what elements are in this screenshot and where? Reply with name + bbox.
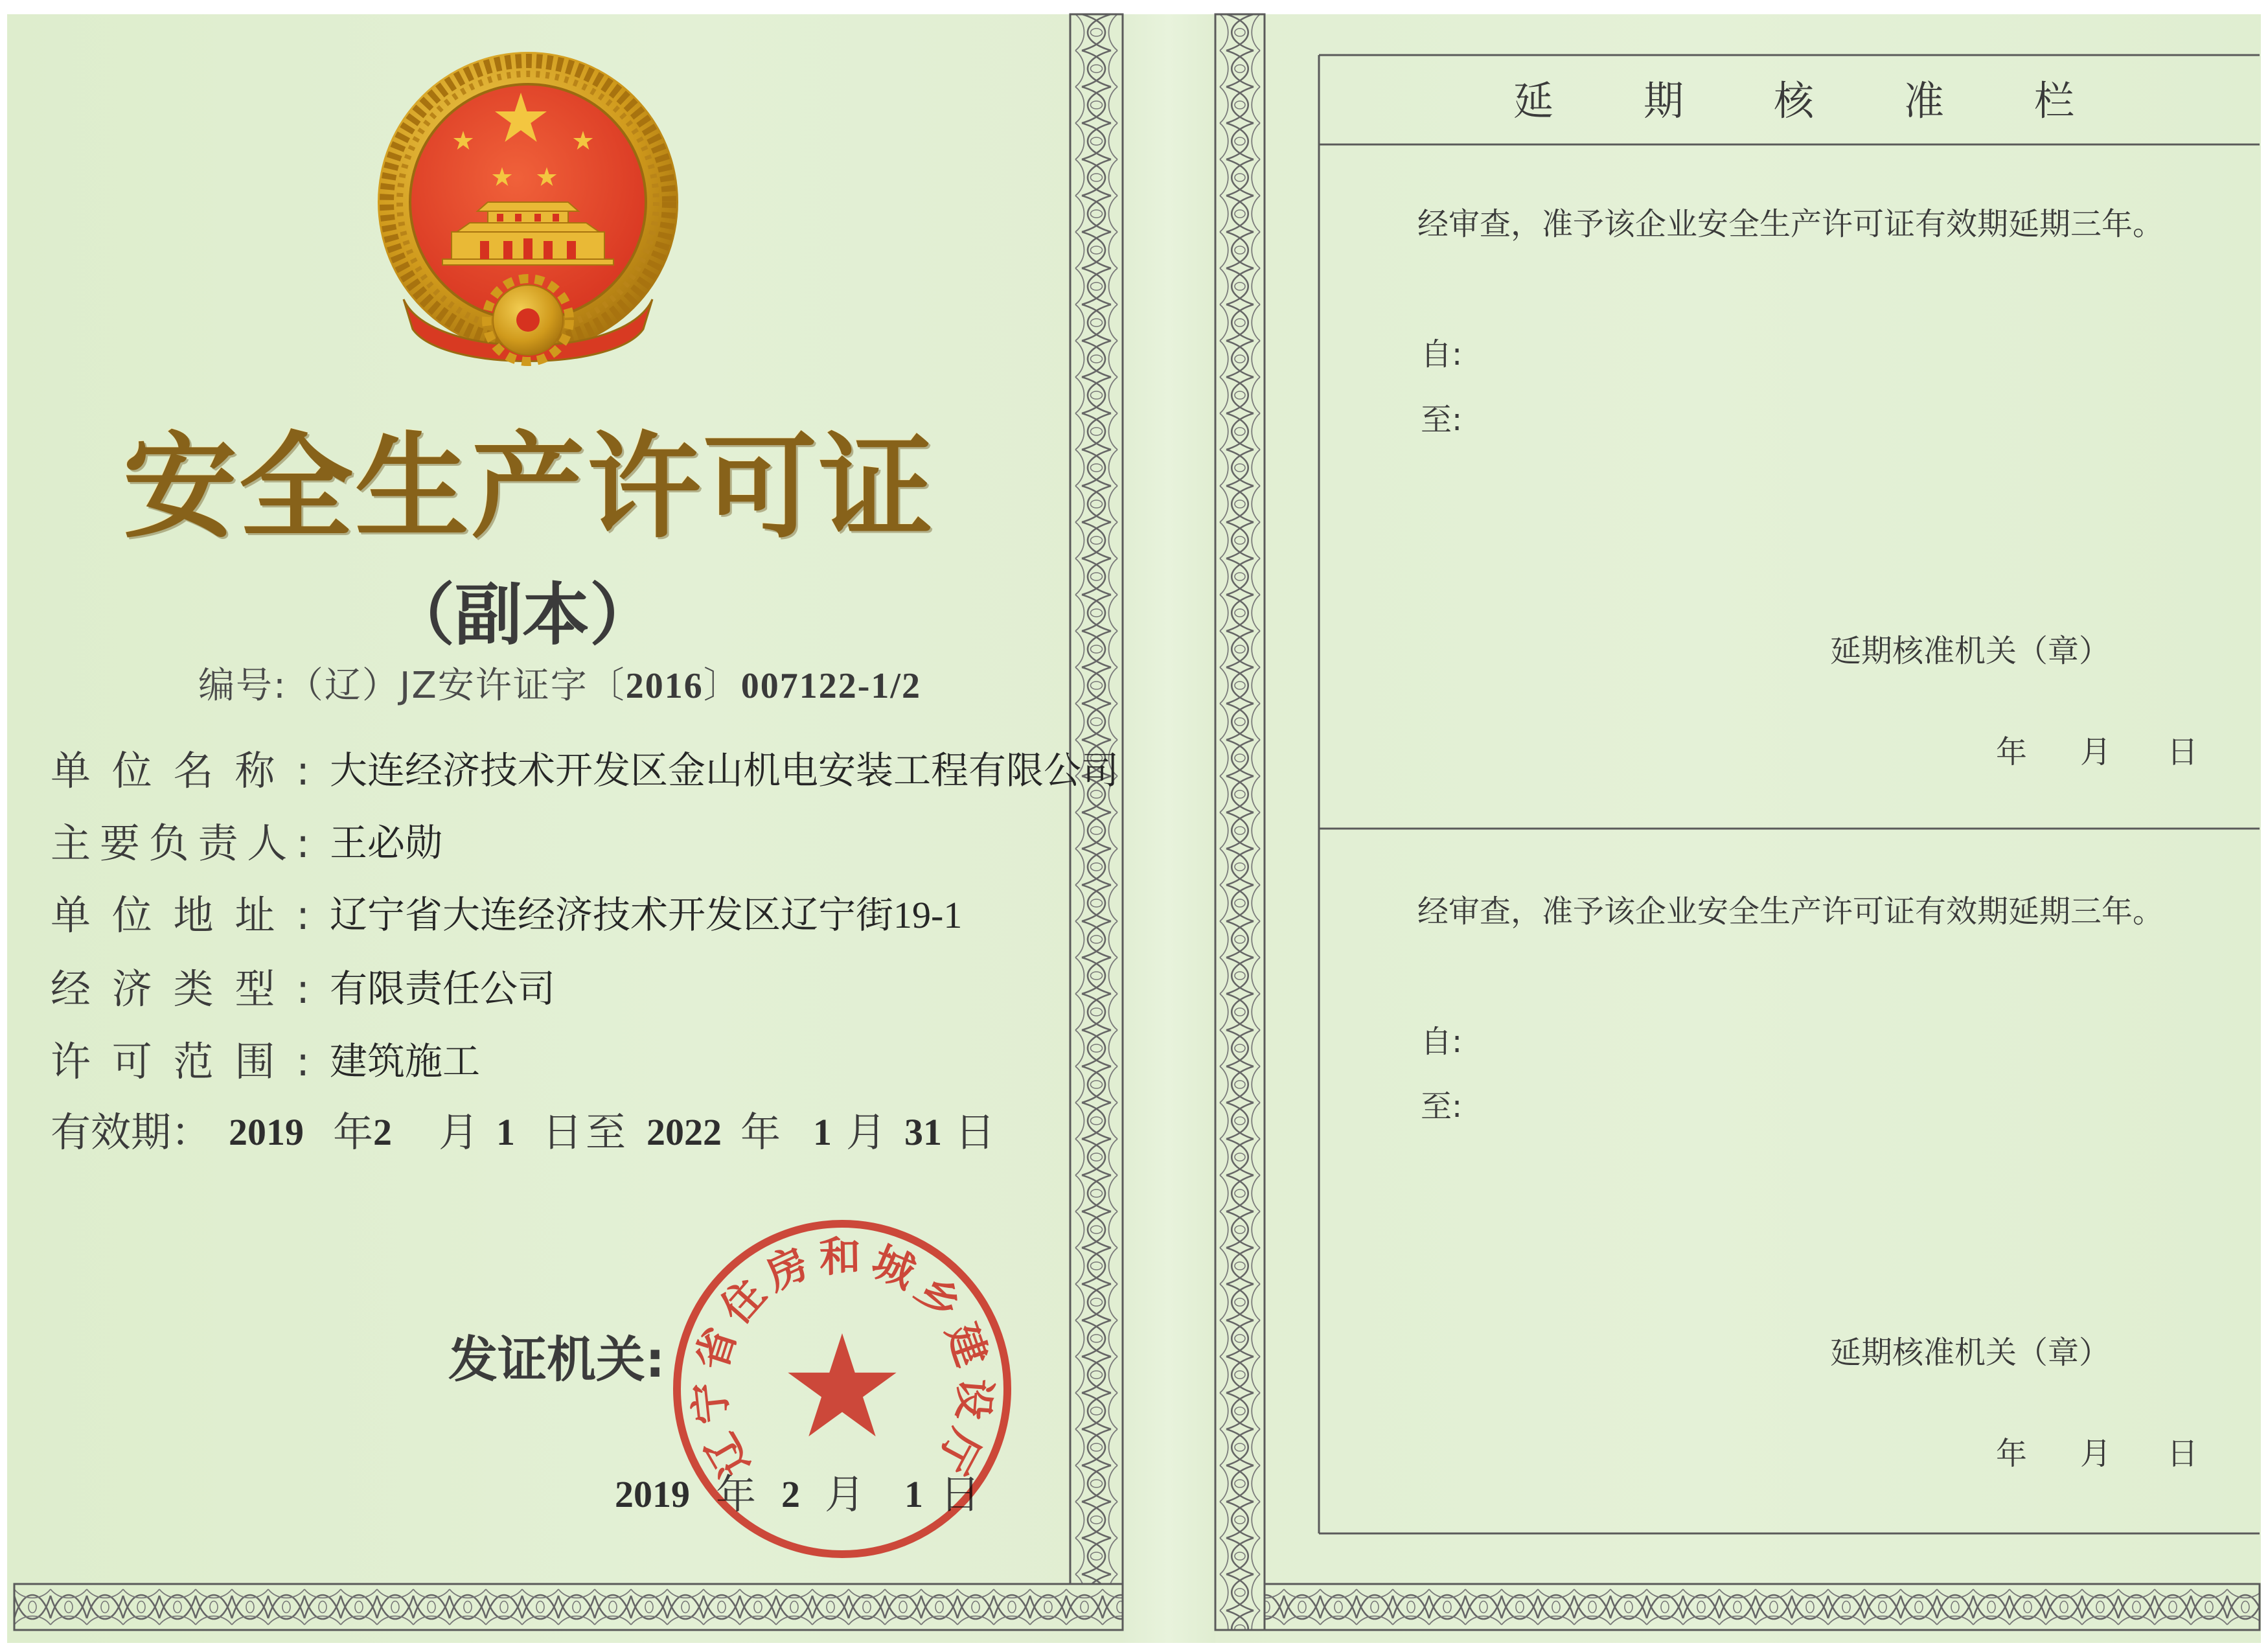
year-unit: 年 — [716, 1471, 757, 1518]
month-unit: 月 — [2080, 1436, 2112, 1472]
issue-year: 2019 — [615, 1473, 690, 1515]
field-label: 经济类型: — [51, 965, 310, 1013]
document-title: 安全生产许可证 — [123, 421, 935, 554]
extension-table-header: 延期核准栏 — [1513, 77, 2165, 124]
year-unit: 年 — [740, 1108, 781, 1156]
serial-number — [198, 665, 921, 707]
day-unit: 日 — [940, 1471, 981, 1518]
year-unit: 年 — [333, 1108, 374, 1156]
issue-month: 2 — [781, 1473, 800, 1515]
field-value: 建筑施工 — [330, 1040, 481, 1083]
day-unit: 日 — [542, 1108, 583, 1156]
validity-label: 有效期： — [51, 1108, 212, 1156]
serial-bracket-open: 〔 — [588, 665, 626, 707]
extension-statement: 经审查，准予该企业安全生产许可证有效期延期三年。 — [1417, 206, 2164, 242]
serial-province: （辽） — [286, 665, 400, 707]
seal-text-path: 辽宁省住房和城乡建设厅 — [685, 1233, 999, 1485]
validity-from-year: 2019 — [229, 1111, 304, 1153]
serial-year: 2016 — [625, 666, 704, 706]
field-value: 王必勋 — [330, 822, 443, 864]
month-unit: 月 — [846, 1108, 887, 1156]
serial-code: JZ安许证字 — [399, 665, 588, 707]
field-value: 有限责任公司 — [330, 968, 556, 1010]
field-label: 许可范围: — [51, 1038, 310, 1085]
serial-bracket-close: 〕 — [703, 665, 741, 707]
validity-from-day: 1 — [496, 1111, 515, 1153]
validity-period — [0, 1109, 1062, 1156]
month-unit: 月 — [439, 1108, 479, 1156]
extension-to-label: 至: — [1421, 402, 1463, 438]
left-page-bottom-border-strip — [14, 1584, 1123, 1630]
field-company-name — [51, 748, 1119, 794]
validity-to-day: 31 — [904, 1111, 942, 1153]
validity-from-month: 2 — [373, 1111, 392, 1153]
extension-authority: 延期核准机关（章） — [1830, 1335, 2111, 1371]
month-unit: 月 — [2080, 734, 2112, 770]
right-page-vertical-border-strip — [1215, 14, 1265, 1630]
field-license-scope — [51, 1038, 480, 1085]
extension-from-label: 自: — [1421, 1024, 1463, 1060]
right-page-border — [1215, 14, 2260, 1630]
day-unit: 日 — [2167, 734, 2199, 770]
serial-number-value: 007122-1/2 — [740, 666, 921, 706]
validity-to-year: 2022 — [647, 1111, 722, 1153]
field-label: 单位名称: — [51, 747, 310, 794]
extension-to-label: 至: — [1421, 1088, 1463, 1125]
issue-day: 1 — [904, 1473, 923, 1515]
official-seal — [667, 1214, 1017, 1564]
extension-from-label: 自: — [1421, 336, 1463, 373]
day-unit: 日 — [955, 1108, 996, 1156]
field-principal — [51, 820, 442, 867]
month-unit: 月 — [825, 1471, 865, 1518]
serial-label: 编号: — [198, 665, 287, 707]
field-value: 大连经济技术开发区金山机电安装工程有限公司 — [330, 750, 1119, 792]
right-page-bottom-border-strip — [1265, 1584, 2260, 1630]
field-economic-type — [51, 966, 555, 1013]
extension-authority: 延期核准机关（章） — [1830, 633, 2111, 669]
national-emblem-icon — [372, 40, 683, 374]
day-unit: 日 — [2167, 1436, 2199, 1472]
document-subtitle: （副本） — [387, 575, 657, 654]
field-value: 辽宁省大连经济技术开发区辽宁街19-1 — [330, 894, 963, 936]
field-label: 主要负责人: — [51, 820, 310, 867]
extension-table-lines — [1319, 55, 2260, 1533]
year-unit: 年 — [1996, 1436, 2028, 1472]
extension-statement: 经审查，准予该企业安全生产许可证有效期延期三年。 — [1417, 893, 2164, 930]
left-page-vertical-border-strip — [1070, 14, 1123, 1584]
field-label: 单位地址: — [51, 891, 310, 939]
field-address — [51, 892, 962, 939]
validity-to-word: 至 — [586, 1108, 626, 1156]
star-icon — [788, 1333, 896, 1436]
issuer-label: 发证机关: — [448, 1331, 665, 1388]
validity-to-month: 1 — [813, 1111, 832, 1153]
year-unit: 年 — [1996, 734, 2028, 770]
